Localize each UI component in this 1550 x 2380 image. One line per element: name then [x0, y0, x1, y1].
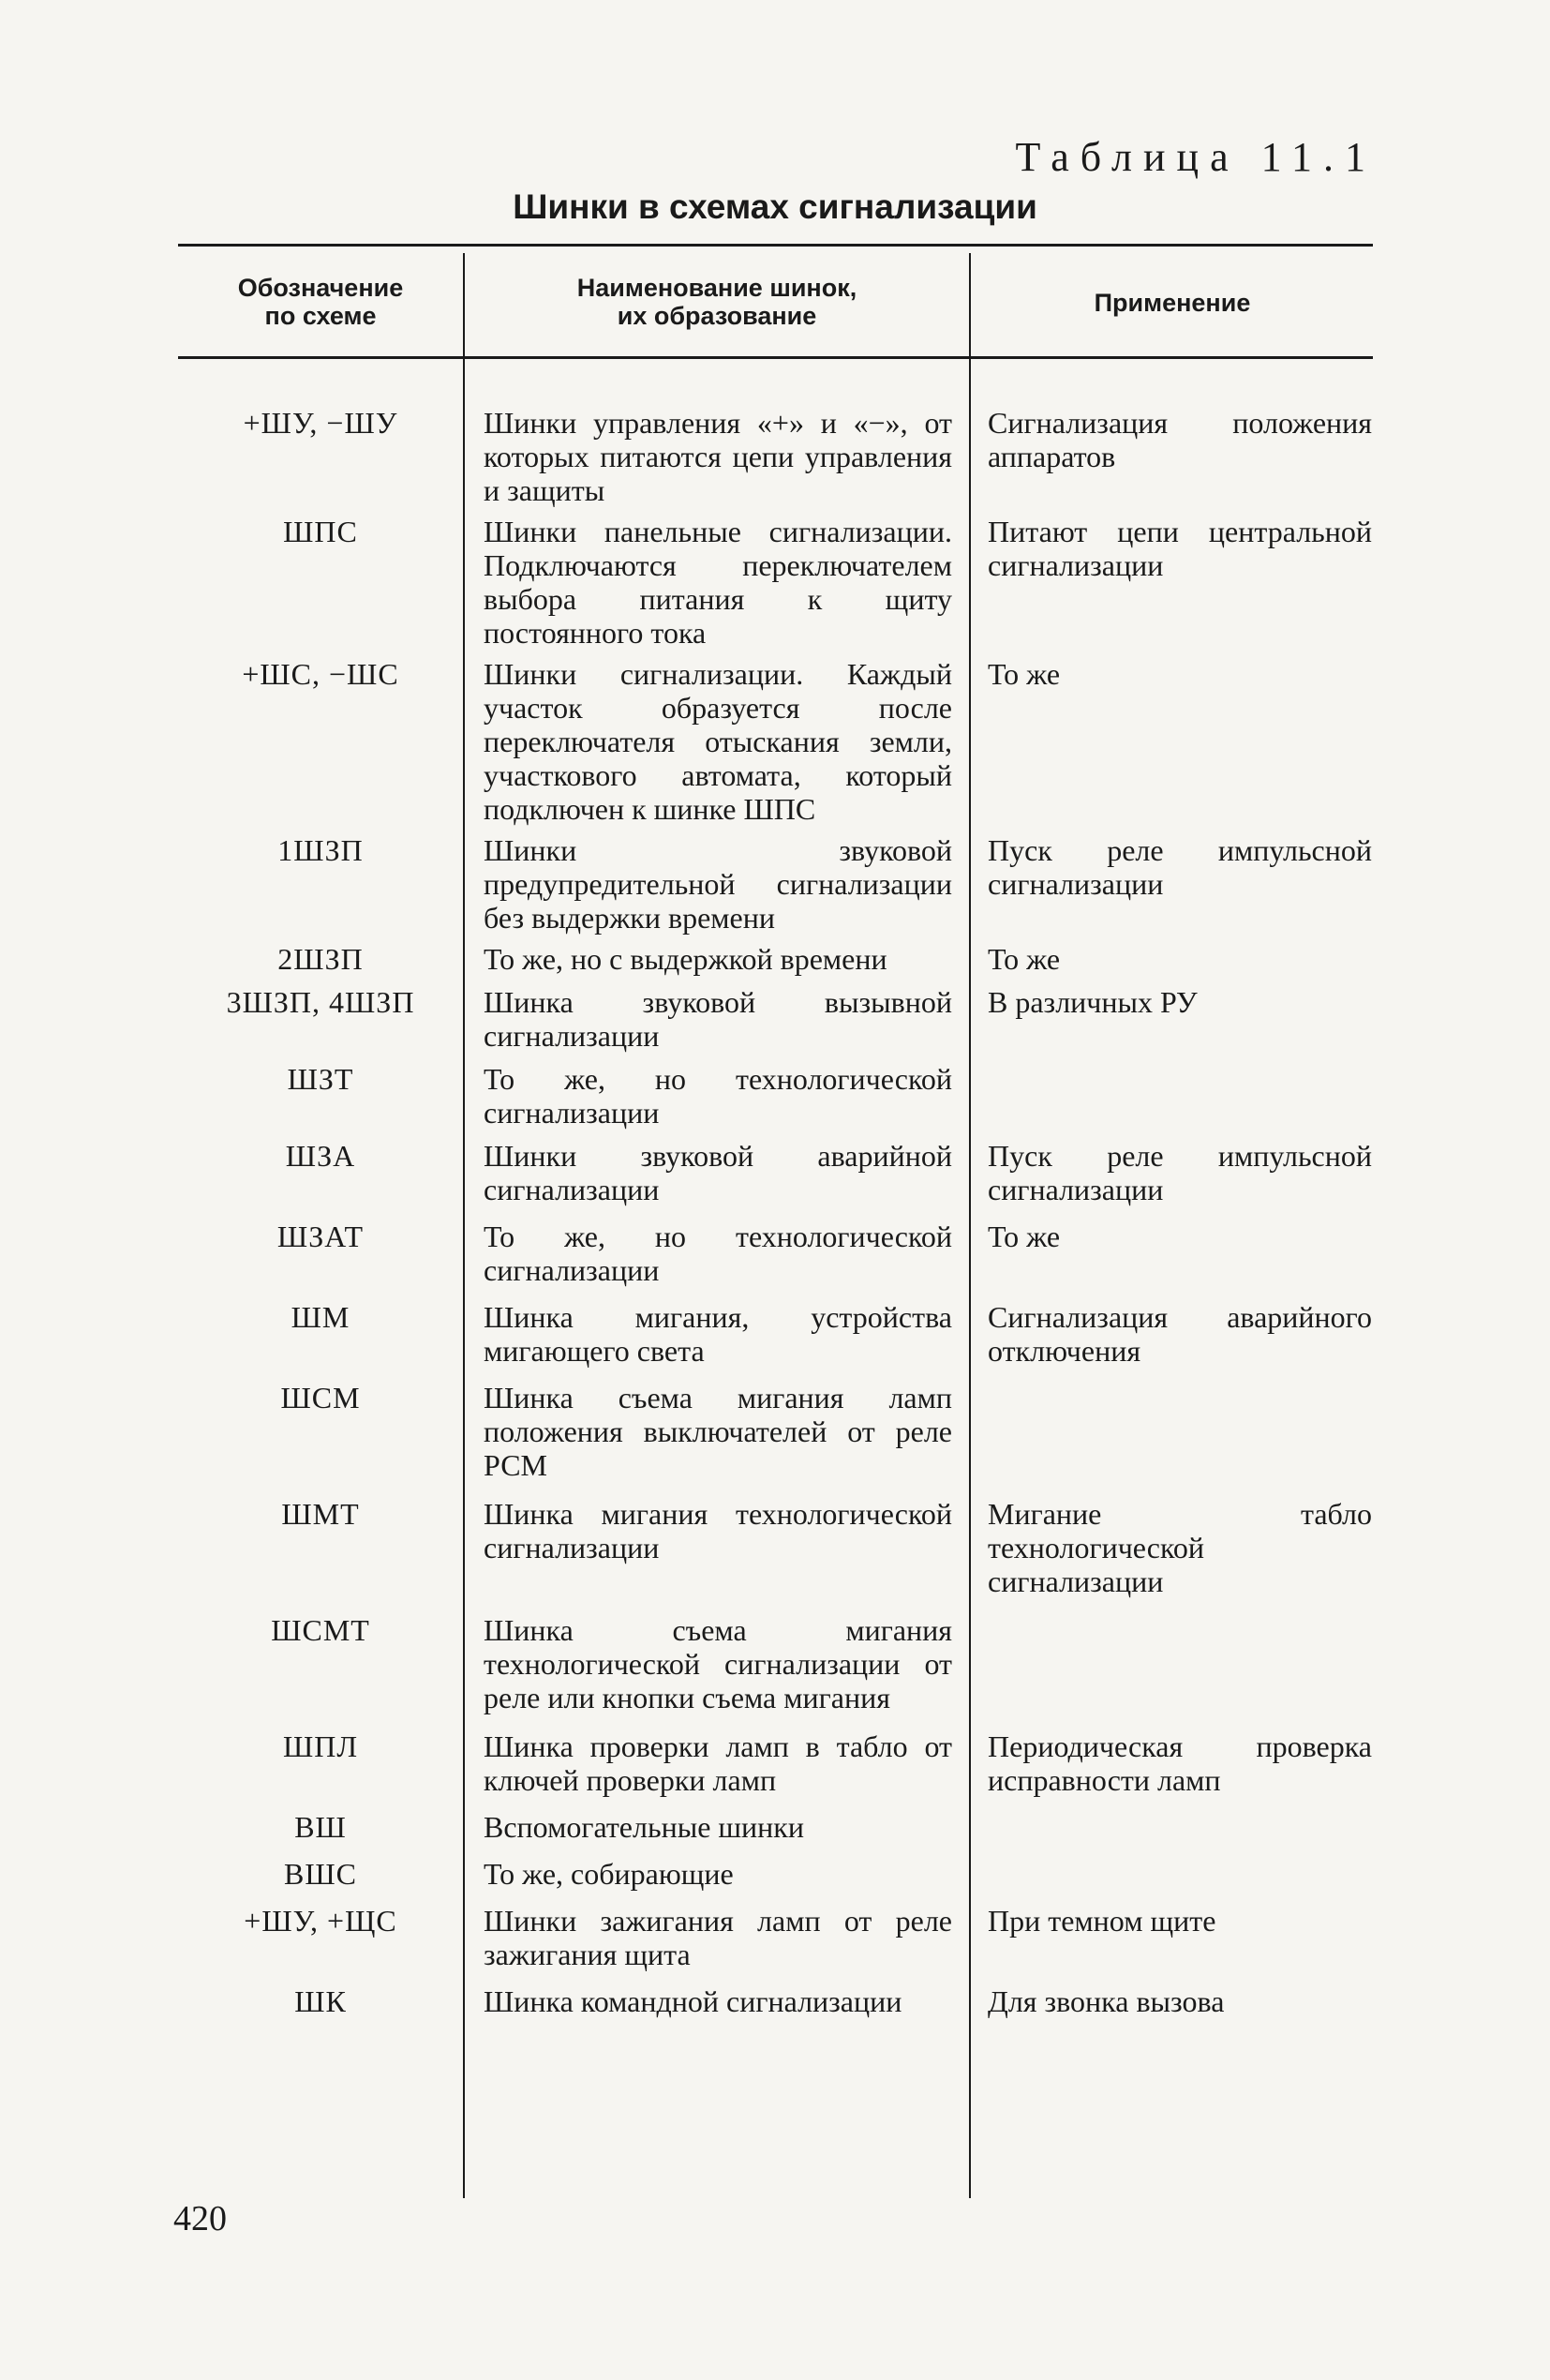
- table-row: [0, 1062, 1550, 1130]
- header-designation: Обозначение по схеме: [237, 274, 404, 330]
- row-name: Шинки сигнализации. Каждый участок образуется после переключателя отыскания земли, участкового автомата, который подключен к шинке ШПС: [484, 657, 952, 826]
- row-application: Сигнализация положения аппаратов: [988, 406, 1372, 473]
- row-designation: ШПС: [283, 515, 358, 548]
- row-name: Шинки звуковой предупредительной сигнализации без выдержки времени: [484, 833, 952, 935]
- table-row: [0, 1984, 1550, 2018]
- row-application: [988, 1062, 1372, 1130]
- table-row: [0, 833, 1550, 935]
- row-designation: ШСМ: [280, 1381, 361, 1415]
- row-designation: 2ШЗП: [277, 942, 364, 976]
- row-designation: ШЗТ: [287, 1062, 354, 1096]
- row-designation: ШЗАТ: [276, 1220, 365, 1253]
- row-application: Пуск реле импульсной сигнализации: [988, 1139, 1372, 1206]
- table-row: [0, 1613, 1550, 1714]
- table-row: [0, 1381, 1550, 1482]
- table-top-rule: [178, 244, 1373, 247]
- table-row: [0, 1497, 1550, 1598]
- table-row: [0, 1904, 1550, 1971]
- table-body: [0, 406, 1550, 2018]
- row-name: Шинка проверки ламп в табло от ключей проверки ламп: [484, 1729, 952, 1797]
- table-row: [0, 1810, 1550, 1844]
- table-row: [0, 1857, 1550, 1891]
- row-designation: +ШУ, −ШУ: [243, 406, 398, 440]
- row-application: Сигнализация аварийного отключения: [988, 1300, 1372, 1368]
- row-designation: 1ШЗП: [277, 833, 364, 867]
- row-name: Шинки звуковой аварийной сигнализации: [484, 1139, 952, 1206]
- row-application: Пуск реле импульсной сигнализации: [988, 833, 1372, 901]
- table-row: [0, 406, 1550, 507]
- row-name: Шинка мигания технологической сигнализации: [484, 1497, 952, 1564]
- row-application: Мигание табло технологической сигнализации: [988, 1497, 1372, 1598]
- table-caption: Шинки в схемах сигнализации: [513, 187, 1037, 226]
- row-name: Шинка съема мигания ламп положения выключателей от реле РСМ: [484, 1381, 952, 1482]
- table-row: [0, 942, 1550, 976]
- row-application: [988, 1810, 1372, 1844]
- row-designation: ШМ: [291, 1300, 350, 1334]
- row-designation: ШМТ: [281, 1497, 360, 1531]
- row-name: Шинка звуковой вызывной сигнализации: [484, 985, 952, 1053]
- row-application: То же: [988, 657, 1061, 691]
- row-name: Шинка мигания, устройства мигающего света: [484, 1300, 952, 1368]
- row-designation: +ШС, −ШС: [242, 657, 399, 691]
- row-designation: ВШ: [294, 1810, 347, 1844]
- table-row: [0, 985, 1550, 1053]
- row-application: То же: [988, 1220, 1061, 1253]
- table-row: [0, 657, 1550, 826]
- row-name: То же, но технологической сигнализации: [484, 1062, 952, 1130]
- row-name: Шинка командной сигнализации: [484, 1984, 902, 2018]
- row-application: [988, 1613, 1372, 1714]
- row-application: [988, 1381, 1372, 1482]
- row-name: Шинки управления «+» и «−», от которых питаются цепи управления и защиты: [484, 406, 952, 507]
- table-row: [0, 1220, 1550, 1287]
- table-row: [0, 1139, 1550, 1206]
- row-name: То же, но с выдержкой времени: [484, 942, 887, 976]
- row-designation: ШСМТ: [271, 1613, 370, 1647]
- row-application: [988, 1857, 1372, 1891]
- row-application: В различных РУ: [988, 985, 1198, 1019]
- row-application: Периодическая проверка исправности ламп: [988, 1729, 1372, 1797]
- row-name: То же, но технологической сигнализации: [484, 1220, 952, 1287]
- page-number: 420: [173, 2199, 227, 2238]
- row-name: То же, собирающие: [484, 1857, 734, 1891]
- row-designation: ШК: [294, 1984, 347, 2018]
- row-designation: ШЗА: [285, 1139, 356, 1173]
- row-designation: ШПЛ: [282, 1729, 359, 1763]
- table-row: [0, 1300, 1550, 1368]
- header-name: Наименование шинок, их образование: [576, 274, 857, 330]
- row-designation: +ШУ, +ЩС: [244, 1904, 397, 1938]
- row-application: Питают цепи центральной сигнализации: [988, 515, 1372, 582]
- table-row: [0, 515, 1550, 650]
- row-name: Шинки зажигания ламп от реле зажигания щита: [484, 1904, 952, 1971]
- row-name: Вспомогательные шинки: [484, 1810, 804, 1844]
- row-application: Для звонка вызова: [988, 1984, 1225, 2018]
- table-label: Таблица 11.1: [1015, 134, 1377, 180]
- row-application: То же: [988, 942, 1061, 976]
- row-name: Шинки панельные сигнализации. Подключаются переключателем выбора питания к щиту постоянного тока: [484, 515, 952, 650]
- row-designation: 3ШЗП, 4ШЗП: [226, 985, 415, 1019]
- header-application: Применение: [1094, 289, 1251, 317]
- row-application: При темном щите: [988, 1904, 1216, 1938]
- table-row: [0, 1729, 1550, 1797]
- header-bottom-rule: [178, 356, 1373, 359]
- row-name: Шинка съема мигания технологической сигнализации от реле или кнопки съема мигания: [484, 1613, 952, 1714]
- row-designation: ВШС: [284, 1857, 357, 1891]
